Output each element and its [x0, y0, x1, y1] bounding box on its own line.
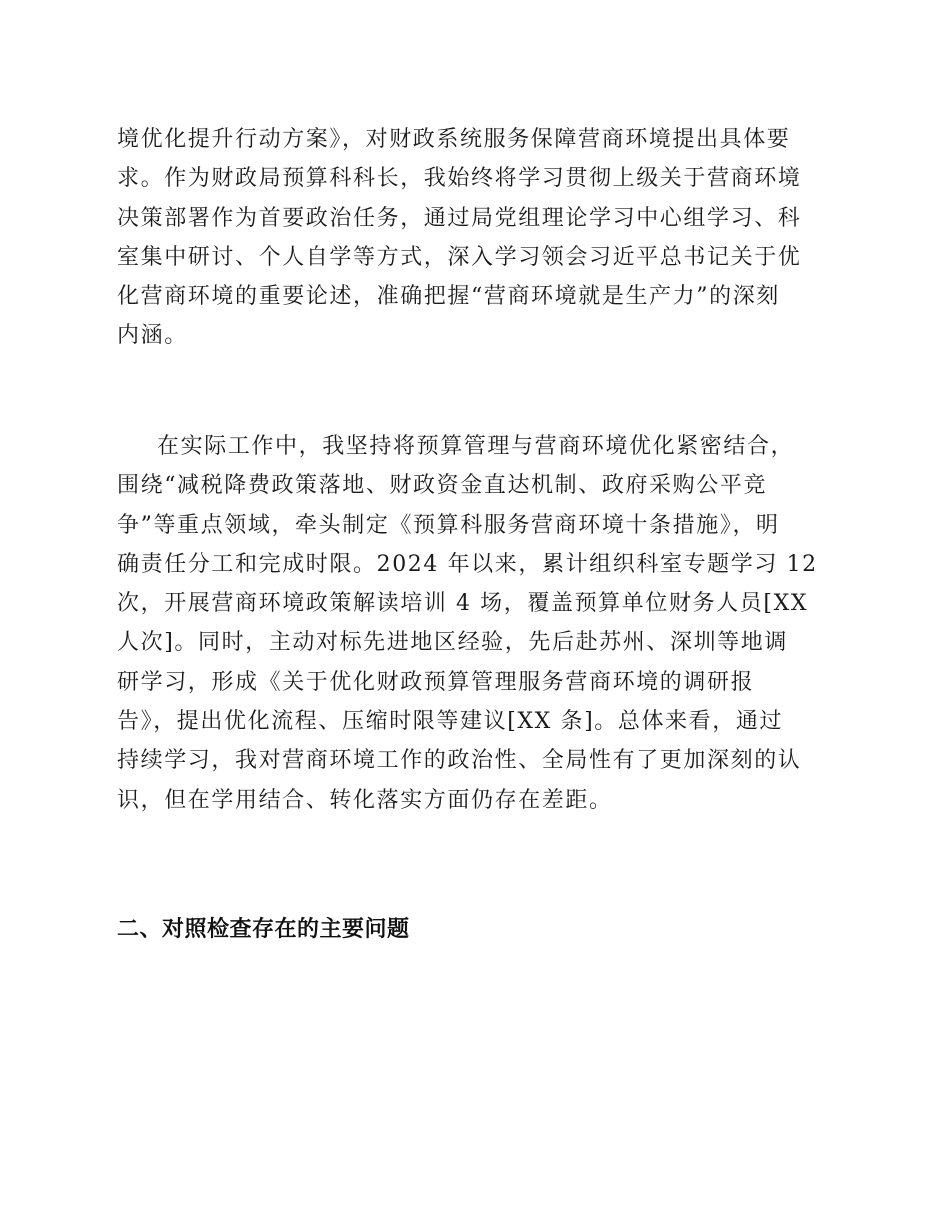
paragraph-line: 围绕“减税降费政策落地、财政资金直达机制、政府采购公平竞: [117, 473, 768, 499]
paragraph-line: 识，但在学用结合、转化落实方面仍存在差距。: [117, 787, 613, 813]
paragraph-line: 决策部署作为首要政治任务，通过局党组理论学习中心组学习、科: [117, 205, 802, 231]
paragraph-line: 在实际工作中，我坚持将预算管理与营商环境优化紧密结合，: [157, 434, 795, 459]
paragraph-line: 化营商环境的重要论述，准确把握“营商环境就是生产力”的深刻: [117, 284, 780, 310]
paragraph-line: 研学习，形成《关于优化财政预算管理服务营商环境的调研报: [117, 669, 755, 695]
section-heading: 二、对照检查存在的主要问题: [117, 917, 410, 942]
body-paragraph: [117, 120, 837, 356]
paragraph-line: 告》，提出优化流程、压缩时限等建议[XX 条]。总体来看，通过: [117, 709, 784, 735]
paragraph-line: 室集中研讨、个人自学等方式，深入学习领会习近平总书记关于优: [117, 244, 802, 270]
paragraph-line: 内涵。: [117, 323, 188, 349]
paragraph-line: 争”等重点领域，牵头制定《预算科服务营商环境十条措施》，明: [117, 512, 780, 538]
paragraph-line: 确责任分工和完成时限。2024 年以来，累计组织科室专题学习 12: [117, 551, 818, 577]
paragraph-line: 境优化提升行动方案》，对财政系统服务保障营商环境提出具体要: [117, 127, 791, 152]
body-paragraph: [117, 427, 837, 820]
paragraph-line: 人次]。同时，主动对标先进地区经验，先后赴苏州、深圳等地调: [117, 630, 788, 656]
paragraph-line: 持续学习，我对营商环境工作的政治性、全局性有了更加深刻的认: [117, 748, 802, 774]
paragraph-line: 次，开展营商环境政策解读培训 4 场，覆盖预算单位财务人员[XX: [117, 591, 809, 617]
paragraph-line: 求。作为财政局预算科科长，我始终将学习贯彻上级关于营商环境: [117, 166, 802, 192]
